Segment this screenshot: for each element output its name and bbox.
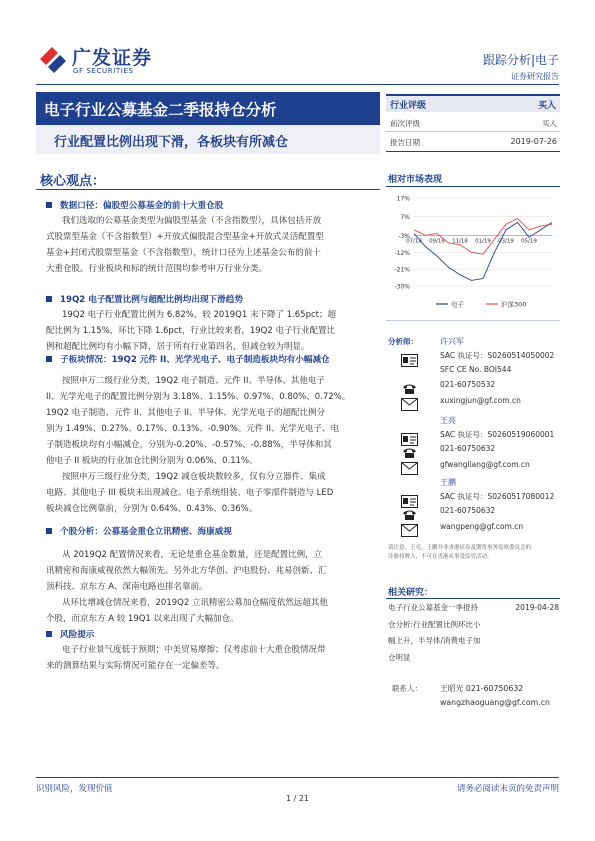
mail-icon bbox=[401, 522, 418, 535]
related-divider bbox=[386, 598, 560, 599]
related-item-date: 2019-04-28 bbox=[515, 603, 559, 612]
market-divider bbox=[386, 186, 560, 187]
x-tick-label: 03/19 bbox=[498, 238, 514, 245]
analyst-name: 王鹏 bbox=[440, 478, 456, 487]
rating-value: 买入 bbox=[537, 101, 556, 111]
phone-icon bbox=[401, 444, 418, 457]
paragraph-line: II、光学光电子的配置比例分别为 3.18%、1.15%、0.97%、0.80%、0.72%。 bbox=[46, 392, 351, 402]
paragraph-line: 顶科技、京东方 A、深南电路也排名靠前。 bbox=[46, 582, 208, 592]
section-heading: 数据口径：偏股型公募基金的前十大重仓股 bbox=[60, 201, 224, 211]
legend-label: 电子 bbox=[451, 300, 464, 309]
y-tick-label: -12% bbox=[394, 249, 410, 257]
header-divider bbox=[36, 84, 559, 85]
analyst-label: 分析师： bbox=[388, 337, 418, 346]
phone-icon bbox=[401, 506, 418, 519]
paragraph-line: 大重仓股。行业板块和标的统计范围均参考申万行业分类。 bbox=[46, 264, 268, 274]
x-tick-label: 05/19 bbox=[521, 238, 537, 245]
paragraph-line: 我们选取的公募基金类型为偏股型基金（不含指数型），具体包括开放 bbox=[62, 216, 322, 226]
bullet-marker bbox=[46, 356, 52, 362]
section-heading: 风险提示 bbox=[60, 630, 95, 640]
id-card-icon bbox=[401, 352, 418, 365]
paragraph-line: 按照申万三级行业分类，19Q2 减仓板块数较多，仅有分立器件、集成 bbox=[62, 472, 326, 482]
x-tick-label: 07/18 bbox=[406, 238, 422, 245]
contact-email[interactable]: wangzhaoguang@gf.com.cn bbox=[440, 698, 550, 707]
analyst-sfc: SFC CE No. BOI544 bbox=[440, 365, 512, 374]
core-view-divider bbox=[36, 189, 380, 190]
footer-slogan: 识别风险，发现价值 bbox=[36, 784, 113, 794]
related-item[interactable] bbox=[388, 600, 481, 666]
footer-disclaimer-note: 请务必阅读末页的免责声明 bbox=[456, 784, 559, 794]
analyst-note bbox=[388, 544, 531, 562]
analyst-name: 许兴军 bbox=[440, 337, 464, 346]
prev-rating-label: 前次评级 bbox=[390, 119, 420, 128]
y-tick-label: -30% bbox=[394, 283, 410, 291]
footer-divider bbox=[36, 777, 559, 778]
rating-divider bbox=[386, 131, 560, 132]
id-card-icon bbox=[401, 493, 418, 506]
paragraph-line: 例和超配比例均有小幅下降，居于所有行业第四名，但减仓较为明显。 bbox=[46, 342, 310, 352]
paragraph-line: 式股票型基金（不含指数型）+开放式偏股混合型基金+开放式灵活配置型 bbox=[46, 232, 324, 242]
market-title: 相对市场表现 bbox=[388, 175, 443, 185]
paragraph-line: 别为 1.49%、0.27%、0.17%、0.13%、-0.90%。元件 II、光学光电子、电 bbox=[46, 424, 339, 434]
mail-icon bbox=[401, 396, 418, 409]
analyst-phone: 021-60750532 bbox=[440, 380, 496, 389]
phone-icon bbox=[401, 380, 418, 393]
y-tick-label: -3% bbox=[398, 232, 410, 240]
paragraph-line: 电子行业景气度低于预期；中美贸易摩擦；仅考虑前十大重仓股情况带 bbox=[62, 645, 326, 655]
paragraph-line: 子制造板块均有小幅减仓，分别为-0.20%、-0.57%、-0.88%，半导体和其 bbox=[46, 440, 332, 450]
id-card-icon bbox=[401, 431, 418, 444]
analyst-email[interactable]: gfwangliang@gf.com.cn bbox=[440, 460, 530, 469]
x-tick-label: 09/18 bbox=[429, 238, 445, 245]
analyst-note-line: 请注意，王亮、王鹏并非香港证券及期货事务监察委员会的 bbox=[388, 545, 532, 551]
legend-label: 沪深300 bbox=[501, 300, 527, 309]
paragraph-line: 按照申万二级行业分类，19Q2 电子制造、元件 II、半导体、其他电子 bbox=[62, 376, 325, 386]
paragraph-line: 配比例为 1.15%，环比下降 1.6pct，行业比较来看，19Q2 电子行业配置比 bbox=[46, 326, 335, 336]
rating-header bbox=[386, 94, 560, 112]
analyst-sac: SAC 执证号：S0260514050002 bbox=[440, 351, 555, 360]
bullet-marker bbox=[46, 296, 52, 302]
analyst-name: 王亮 bbox=[440, 416, 456, 425]
contact-name-phone: 王昭光 021-60750632 bbox=[440, 684, 524, 693]
x-tick-label: 11/18 bbox=[452, 238, 468, 245]
logo-english: GF SECURITIES bbox=[73, 67, 134, 75]
bullet-marker bbox=[46, 631, 52, 637]
paragraph-line: 板块减仓比例靠前，分别为 0.64%、0.43%、0.36%。 bbox=[46, 504, 258, 514]
rating-bottom-line bbox=[386, 151, 560, 152]
paragraph-line: 来的测算结果与实际情况可能存在一定偏差等。 bbox=[46, 661, 225, 671]
paragraph-line: 个股，而京东方 A 较 19Q1 以来出现了大幅加仓。 bbox=[46, 614, 239, 624]
y-tick-label: -21% bbox=[394, 266, 410, 274]
analyst-phone: 021-60750632 bbox=[440, 506, 496, 515]
paragraph-line: 电路、其他电子 III 板块未出现减仓。电子系统组装、电子零部件制造与 LED bbox=[46, 488, 334, 498]
analyst-email[interactable]: xuxingjun@gf.com.cn bbox=[440, 396, 521, 405]
contact-label: 联系人： bbox=[392, 684, 422, 693]
bullet-marker bbox=[46, 202, 52, 208]
mail-icon bbox=[401, 460, 418, 473]
paragraph-line: 19Q2 电子行业配置比例为 6.82%，较 2019Q1 末下降了 1.65pct；超 bbox=[62, 310, 336, 320]
logo-text: 广发证券 bbox=[72, 47, 153, 69]
y-tick-label: 17% bbox=[396, 195, 410, 203]
report-date-value: 2019-07-26 bbox=[510, 137, 557, 146]
paragraph-line: 他电子 II 板块的行业加仓比例分别为 0.06%、0.11%。 bbox=[46, 456, 258, 466]
paragraph-line: 从 2019Q2 配置情况来看，无论是重仓基金数量，还是配置比例，立 bbox=[62, 550, 323, 560]
paragraph-line: 讯精密和海康威视依然大幅领先。另外北方华创、沪电股份、兆易创新、汇 bbox=[46, 566, 327, 576]
paragraph-line: 从环比增减仓情况来看，2019Q2 立讯精密公募加仓幅度依然远超其他 bbox=[62, 598, 328, 608]
analyst-email[interactable]: wangpeng@gf.com.cn bbox=[440, 522, 524, 531]
related-item-line: 电子行业公募基金一季报持 bbox=[388, 603, 478, 612]
section-heading: 19Q2 电子配置比例与超配比例均出现下滑趋势 bbox=[60, 295, 243, 305]
related-title: 相关研究： bbox=[388, 588, 434, 598]
bullet-marker bbox=[46, 528, 52, 534]
report-title: 电子行业公募基金二季报持仓分析 bbox=[44, 100, 277, 119]
y-tick-label: 7% bbox=[400, 214, 410, 222]
paragraph-line: 19Q2 电子制造、元件 II、其他电子 II、半导体、光学光电子的超配比例分 bbox=[46, 408, 326, 418]
analyst-sac: SAC 执证号：S0260517080012 bbox=[440, 492, 555, 501]
section-heading: 个股分析：公募基金重仓立讯精密、海康威视 bbox=[60, 527, 232, 537]
core-view-title: 核心观点： bbox=[40, 174, 106, 189]
related-item-line: 幅上升，半导体/消费电子加 bbox=[388, 636, 481, 645]
related-item-line: 仓分析:行业配置比例环比小 bbox=[388, 619, 481, 629]
doc-type: 跟踪分析|电子 bbox=[482, 53, 559, 67]
report-type: 证券研究报告 bbox=[511, 72, 559, 81]
series-line-electronics bbox=[414, 222, 552, 280]
series-line-csi300 bbox=[414, 219, 552, 255]
gf-logo-icon bbox=[38, 44, 68, 74]
paragraph-line: 基金+封闭式股票型基金（不含指数型），统计口径为上述基金公布的前十 bbox=[46, 248, 321, 258]
analyst-top-line bbox=[386, 320, 560, 321]
analyst-note-line: 注册持牌人，不可在香港从事受监管活动。 bbox=[388, 554, 493, 560]
section-heading: 子板块情况：19Q2 元件 II、光学光电子、电子制造板块均有小幅减仓 bbox=[60, 355, 330, 365]
prev-rating-value: 买入 bbox=[542, 119, 557, 128]
analyst-sac: SAC 执证号：S0260519060001 bbox=[440, 430, 555, 439]
analyst-phone: 021-60750632 bbox=[440, 444, 496, 453]
relative-performance-chart bbox=[386, 188, 560, 316]
rating-label: 行业评级 bbox=[390, 101, 427, 111]
page-number: 1 / 21 bbox=[285, 794, 310, 803]
x-tick-label: 01/19 bbox=[475, 238, 491, 245]
related-item-line: 仓明显 bbox=[388, 652, 411, 662]
report-subtitle: 行业配置比例出现下滑，各板块有所减仓 bbox=[54, 135, 289, 150]
report-date-label: 报告日期 bbox=[390, 138, 420, 147]
